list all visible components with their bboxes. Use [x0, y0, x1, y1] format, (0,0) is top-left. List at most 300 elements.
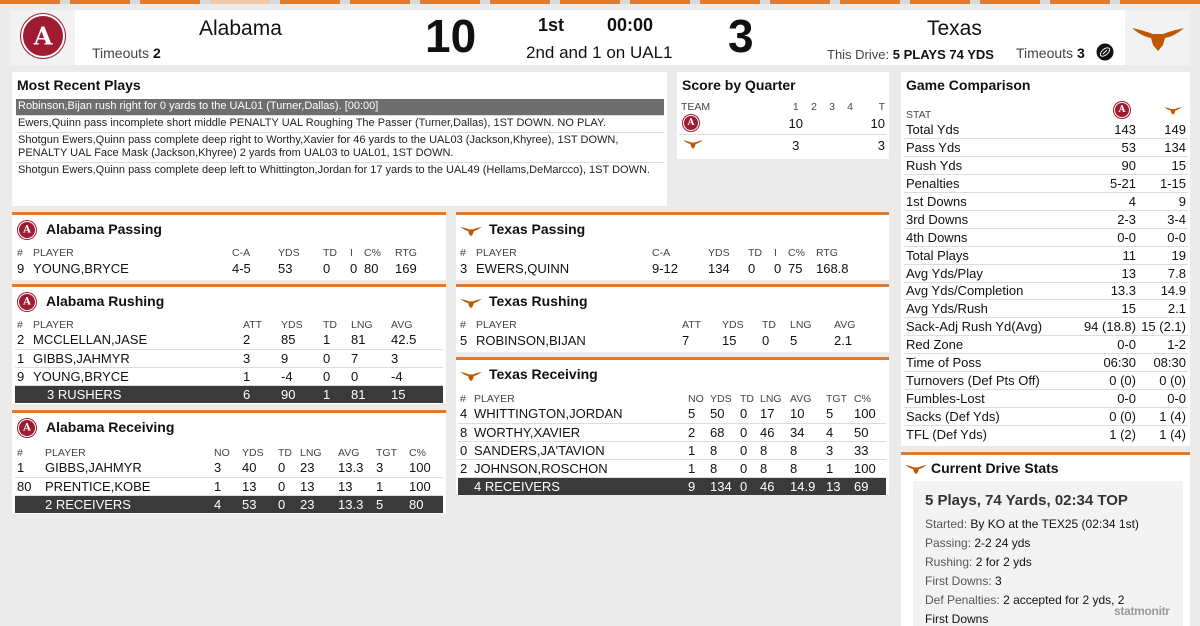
stat-cell: 53	[278, 260, 293, 276]
top-tab-segment[interactable]	[140, 0, 200, 4]
this-drive: This Drive: 5 PLAYS 74 YDS	[827, 47, 994, 62]
stat-cell: 3	[374, 459, 407, 477]
col-header: #	[460, 246, 466, 259]
col-header: TEAM	[681, 100, 711, 113]
score-by-quarter-table	[679, 100, 887, 156]
stat-label: Fumbles-Lost	[904, 389, 1082, 407]
texas-stat: 7.8	[1138, 264, 1188, 282]
game-comparison-title: Game Comparison	[906, 77, 1031, 93]
scoreboard	[10, 10, 1190, 65]
total-label: 3 RUSHERS	[31, 385, 241, 403]
stat-cell: -4	[279, 367, 321, 385]
texas-stat: 149	[1138, 121, 1188, 139]
stat-cell: 0	[762, 332, 770, 348]
stat-label: Time of Poss	[904, 354, 1082, 372]
stat-cell: 13	[240, 477, 276, 495]
stat-cell: 10	[788, 405, 824, 423]
col-header: TD	[740, 392, 754, 405]
player-number: 80	[15, 477, 43, 495]
total-score: 3	[877, 137, 885, 153]
alabama-stat: 0-0	[1082, 228, 1138, 246]
player-name[interactable]: EWERS,QUINN	[476, 260, 570, 276]
stat-cell: 40	[240, 459, 276, 477]
col-header: TD	[762, 318, 776, 331]
team-cell	[679, 134, 727, 156]
stat-cell: 13	[336, 477, 374, 495]
col-header: AVG	[790, 392, 812, 405]
football-icon	[1096, 43, 1114, 61]
alabama-passing-title: Alabama Passing	[46, 221, 162, 237]
col-header: TGT	[826, 392, 847, 405]
stat-cell: 17	[758, 405, 788, 423]
away-logo-panel	[1125, 10, 1190, 65]
game-clock: 00:00	[607, 15, 654, 35]
stat-cell: 100	[852, 405, 886, 423]
stat-cell: 0	[323, 260, 331, 276]
total-cell: 80	[407, 495, 443, 513]
stat-label: Rush Yds	[904, 157, 1082, 175]
texas-receiving-title: Texas Receiving	[489, 366, 598, 382]
stat-cell: 1	[686, 441, 708, 459]
alabama-stat: 1 (2)	[1109, 426, 1136, 442]
top-tab-segment[interactable]	[840, 0, 900, 4]
alabama-logo-icon: A	[1114, 102, 1130, 118]
col-header: TD	[278, 446, 292, 459]
alabama-stat: 0 (0)	[1082, 407, 1138, 425]
texas-receiving-panel	[456, 357, 889, 495]
stat-cell: 15	[722, 332, 737, 348]
top-tab-segment[interactable]	[70, 0, 130, 4]
q1-score: 10	[787, 113, 805, 134]
player-name[interactable]: ROBINSON,BIJAN	[476, 332, 586, 348]
total-cell: 15	[389, 385, 443, 403]
alabama-column-header	[1082, 102, 1138, 121]
col-header: TGT	[376, 446, 397, 459]
alabama-receiving-title: Alabama Receiving	[46, 419, 175, 435]
col-header	[727, 100, 787, 113]
texas-stat: 134	[1138, 139, 1188, 157]
top-tab-segment[interactable]	[700, 0, 760, 4]
stat-cell: 0	[321, 349, 349, 367]
texas-stat: 1 (4)	[1138, 407, 1188, 425]
col-header: PLAYER	[33, 318, 74, 331]
stat-cell: 8	[708, 459, 738, 477]
alabama-stat: 11	[1082, 246, 1138, 264]
statmonitr-watermark: statmonitr	[1114, 604, 1170, 618]
stat-cell: 13	[298, 477, 336, 495]
stat-cell: 50	[708, 405, 738, 423]
total-score: 10	[859, 113, 887, 134]
player-name[interactable]: JOHNSON,ROSCHON	[472, 459, 686, 477]
player-name[interactable]: WORTHY,XAVIER	[472, 423, 686, 441]
col-header: AVG	[391, 318, 413, 331]
total-cell: 4	[212, 495, 240, 513]
total-cell: 53	[240, 495, 276, 513]
texas-longhorn-logo-icon	[460, 297, 482, 309]
col-header: YDS	[278, 246, 300, 259]
stat-cell: 1	[824, 459, 852, 477]
stat-cell: 2	[241, 331, 279, 349]
top-tab-strip	[0, 0, 1200, 4]
stat-cell: 168.8	[816, 260, 849, 276]
stat-label: Penalties	[904, 175, 1082, 193]
q4-score	[841, 134, 859, 156]
alabama-stat: 0-0	[1082, 389, 1138, 407]
total-cell: 13	[824, 477, 852, 495]
player-number: 1	[15, 459, 43, 477]
alabama-logo-icon: A	[18, 419, 36, 437]
texas-rushing-table	[458, 318, 886, 349]
alabama-stat: 15	[1082, 300, 1138, 318]
score-by-quarter-panel	[677, 72, 889, 159]
player-name[interactable]: YOUNG,BRYCE	[33, 260, 129, 276]
col-header: 1	[792, 100, 799, 113]
col-header: AVG	[834, 318, 856, 331]
stat-label: 3rd Downs	[904, 210, 1082, 228]
top-tab-segment[interactable]	[420, 0, 480, 4]
total-cell: 81	[349, 385, 389, 403]
stat-cell: 169	[395, 260, 417, 276]
play-item[interactable]: Ewers,Quinn pass incomplete short middle PENALTY UAL Roughing The Passer (Turner,Dallas), 1ST DOWN. NO PLAY.	[16, 116, 664, 133]
spacer-cell	[727, 134, 787, 156]
drive-def-penalties: Def Penalties: 2 accepted for 2 yds, 2	[925, 593, 1125, 607]
texas-stat: 3-4	[1138, 210, 1188, 228]
total-row	[15, 385, 443, 403]
alabama-stat: 4	[1082, 193, 1138, 211]
total-cell: 0	[276, 495, 298, 513]
top-tab-segment[interactable]	[910, 0, 970, 4]
stat-cell: 3	[212, 459, 240, 477]
total-cell: 0	[738, 477, 758, 495]
stat-cell: -4	[389, 367, 443, 385]
stat-cell: 0	[349, 367, 389, 385]
player-number: 4	[458, 405, 472, 423]
total-cell: 23	[298, 495, 336, 513]
drive-started: Started: By KO at the TEX25 (02:34 1st)	[925, 517, 1139, 531]
game-comparison-panel	[901, 72, 1190, 446]
stat-label: Sacks (Def Yds)	[904, 407, 1082, 425]
texas-stat: 08:30	[1138, 354, 1188, 372]
away-team-name: Texas	[927, 17, 982, 40]
texas-stat: 9	[1138, 193, 1188, 211]
stat-cell: 33	[852, 441, 886, 459]
player-number: 2	[458, 459, 472, 477]
texas-stat: 1-2	[1138, 336, 1188, 354]
stat-cell: 5	[790, 332, 798, 348]
texas-stat: 0-0	[1138, 389, 1188, 407]
texas-stat: 14.9	[1138, 282, 1188, 300]
col-header: ATT	[243, 318, 263, 331]
col-header: NO	[688, 392, 704, 405]
texas-stat: 15	[1138, 157, 1188, 175]
score-by-quarter-title: Score by Quarter	[682, 77, 796, 93]
col-header: I	[350, 246, 353, 259]
quarter: 1st	[538, 15, 565, 35]
stat-label: Sack-Adj Rush Yd(Avg)	[904, 318, 1082, 336]
stat-cell: 1	[686, 459, 708, 477]
top-tab-segment[interactable]	[560, 0, 620, 4]
alabama-logo-icon: A	[18, 221, 36, 239]
drive-headline: 5 Plays, 74 Yards, 02:34 TOP	[925, 492, 1128, 509]
alabama-receiving-panel	[12, 410, 446, 514]
alabama-stat: 143	[1082, 121, 1138, 139]
col-header: PLAYER	[45, 446, 86, 459]
stat-cell: 9-12	[652, 260, 679, 276]
away-score: 3	[728, 10, 754, 62]
col-header: YDS	[722, 318, 744, 331]
away-timeouts: Timeouts 3	[1016, 45, 1085, 61]
stat-cell: 0	[738, 423, 758, 441]
home-timeouts: Timeouts 2	[92, 45, 161, 61]
player-number: 9	[17, 260, 25, 276]
drive-rushing: Rushing: 2 for 2 yds	[925, 555, 1032, 569]
player-name[interactable]: GIBBS,JAHMYR	[31, 349, 241, 367]
total-cell: 13.3	[336, 495, 374, 513]
stat-cell: 68	[708, 423, 738, 441]
player-name[interactable]: PRENTICE,KOBE	[43, 477, 212, 495]
stat-label: Total Yds	[904, 121, 1082, 139]
texas-stat: 19	[1138, 246, 1188, 264]
alabama-stat: 53	[1082, 139, 1138, 157]
col-header: 3	[829, 100, 835, 113]
total-label: 2 RECEIVERS	[43, 495, 212, 513]
col-header: C%	[409, 446, 426, 459]
alabama-rushing-panel	[12, 284, 446, 404]
col-header: RTG	[395, 246, 417, 259]
player-number: 0	[458, 441, 472, 459]
alabama-stat: 5-21	[1082, 175, 1138, 193]
player-name[interactable]: MCCLELLAN,JASE	[31, 331, 241, 349]
play-item[interactable]: Shotgun Ewers,Quinn pass complete deep left to Whittington,Jordan for 17 yards to the UAL49 (Hellams,DeMarcco), 1ST DOWN.	[18, 164, 650, 176]
total-cell	[458, 477, 472, 495]
texas-rushing-title: Texas Rushing	[489, 293, 588, 309]
total-cell: 46	[758, 477, 788, 495]
stat-cell: 46	[758, 423, 788, 441]
stat-cell: 80	[364, 260, 379, 276]
player-number: 1	[15, 349, 31, 367]
texas-stat: 0-0	[1138, 228, 1188, 246]
texas-receiving-table	[458, 392, 886, 495]
col-header: C-A	[652, 246, 671, 259]
texas-longhorn-logo-icon	[1164, 105, 1182, 116]
stat-cell: 0	[738, 405, 758, 423]
drive-first-downs: First Downs: 3	[925, 574, 1002, 588]
stat-cell: 5	[686, 405, 708, 423]
col-header: TD	[323, 318, 337, 331]
stat-cell: 100	[852, 459, 886, 477]
stat-cell: 23	[298, 459, 336, 477]
top-tab-segment[interactable]	[770, 0, 830, 4]
stat-cell: 34	[788, 423, 824, 441]
q4-score	[841, 113, 859, 134]
play-item-selected[interactable]: Robinson,Bijan rush right for 0 yards to the UAL01 (Turner,Dallas). [00:00]	[16, 99, 664, 116]
recent-plays-title: Most Recent Plays	[17, 77, 141, 93]
col-header: PLAYER	[474, 392, 515, 405]
texas-passing-title: Texas Passing	[489, 221, 586, 237]
alabama-rushing-title: Alabama Rushing	[46, 293, 165, 309]
stat-cell: 42.5	[389, 331, 443, 349]
stat-cell: 100	[407, 459, 443, 477]
current-drive-panel	[901, 452, 1190, 626]
stat-label: Avg Yds/Rush	[904, 300, 1082, 318]
col-header: T	[878, 100, 885, 113]
stat-cell: 7	[349, 349, 389, 367]
stat-cell: 0	[748, 260, 756, 276]
alabama-passing-panel	[12, 212, 446, 280]
stat-cell: 1	[212, 477, 240, 495]
col-header: 4	[847, 100, 853, 113]
player-number: 9	[15, 367, 31, 385]
player-name[interactable]: SANDERS,JA'TAVION	[472, 441, 686, 459]
home-logo-panel	[10, 10, 75, 65]
home-team-name: Alabama	[199, 17, 282, 40]
top-tab-segment[interactable]	[280, 0, 340, 4]
col-header: I	[774, 246, 777, 259]
stat-cell: 9	[279, 349, 321, 367]
col-header: LNG	[300, 446, 322, 459]
play-item[interactable]: Shotgun Ewers,Quinn pass complete deep right to Worthy,Xavier for 46 yards to the UAL03 (Jackson,Khyree), 1ST DOWN, PENALTY UAL Face Mask (Jackson,Khyree) 2 yards from UAL03 to UAL01, 1ST DOWN.	[16, 133, 664, 163]
alabama-passing-table	[15, 246, 443, 277]
stat-label: Total Plays	[904, 246, 1082, 264]
stat-cell: 7	[682, 332, 690, 348]
alabama-receiving-table	[15, 446, 443, 513]
stat-cell: 100	[407, 477, 443, 495]
col-header: #	[460, 392, 466, 405]
total-cell: 14.9	[788, 477, 824, 495]
col-header: PLAYER	[476, 318, 517, 331]
stat-cell: 1	[241, 367, 279, 385]
alabama-stat: 0 (0)	[1082, 371, 1138, 389]
recent-plays-list	[16, 99, 664, 179]
q3-score	[823, 134, 841, 156]
top-tab-segment[interactable]	[350, 0, 410, 4]
texas-column-header	[1138, 102, 1188, 121]
q2-score	[805, 113, 823, 134]
top-tab-segment[interactable]	[980, 0, 1040, 4]
col-header: #	[17, 246, 23, 259]
alabama-stat: 13.3	[1082, 282, 1138, 300]
team-cell	[679, 113, 727, 134]
texas-passing-panel	[456, 212, 889, 280]
stat-cell: 8	[788, 441, 824, 459]
texas-passing-table	[458, 246, 886, 277]
col-header: YDS	[708, 246, 730, 259]
stat-label: Turnovers (Def Pts Off)	[904, 371, 1082, 389]
stat-cell: 1	[321, 331, 349, 349]
stat-cell: 0	[738, 441, 758, 459]
top-tab-segment[interactable]	[490, 0, 550, 4]
top-tab-segment[interactable]	[0, 0, 60, 4]
alabama-stat: 13	[1082, 264, 1138, 282]
q3-score	[823, 113, 841, 134]
texas-stat: 1-15	[1138, 175, 1188, 193]
stat-label: Avg Yds/Completion	[904, 282, 1082, 300]
stat-label: Red Zone	[904, 336, 1082, 354]
stat-cell: 85	[279, 331, 321, 349]
total-cell: 134	[708, 477, 738, 495]
top-tab-segment-active[interactable]	[210, 0, 270, 4]
texas-longhorn-logo-icon	[460, 370, 482, 382]
stat-cell: 1	[374, 477, 407, 495]
top-tab-segment[interactable]	[630, 0, 690, 4]
col-header: #	[17, 446, 23, 459]
stat-cell: 0	[276, 477, 298, 495]
q1-score: 3	[792, 137, 800, 153]
stat-cell: 8	[758, 459, 788, 477]
stat-label: TFL (Def Yds)	[906, 426, 987, 442]
texas-rushing-panel	[456, 284, 889, 352]
col-header: C%	[854, 392, 871, 405]
stat-cell: 13.3	[336, 459, 374, 477]
stat-label: 4th Downs	[904, 228, 1082, 246]
stat-cell: 81	[349, 331, 389, 349]
total-cell	[15, 495, 43, 513]
col-header: YDS	[281, 318, 303, 331]
player-name[interactable]: GIBBS,JAHMYR	[43, 459, 212, 477]
texas-longhorn-logo-icon	[905, 463, 927, 475]
player-number: 8	[458, 423, 472, 441]
alabama-stat: 94 (18.8)	[1083, 319, 1136, 335]
texas-longhorn-logo-icon	[460, 225, 482, 237]
total-row	[458, 477, 886, 495]
spacer-cell	[727, 113, 787, 134]
alabama-logo-icon: A	[683, 115, 699, 131]
col-header: PLAYER	[476, 246, 517, 259]
current-drive-title: Current Drive Stats	[931, 460, 1059, 476]
alabama-stat: 2-3	[1082, 210, 1138, 228]
player-number: 3	[460, 260, 468, 276]
stat-cell: 75	[788, 260, 803, 276]
top-tab-segment[interactable]	[1050, 0, 1110, 4]
stat-cell: 4	[824, 423, 852, 441]
total-row	[15, 495, 443, 513]
stat-cell: 8	[758, 441, 788, 459]
col-header: #	[17, 318, 23, 331]
col-header: LNG	[760, 392, 782, 405]
stat-cell: 0	[350, 260, 358, 276]
stat-label: Pass Yds	[904, 139, 1082, 157]
col-header: 2	[811, 100, 817, 113]
alabama-logo-icon: A	[18, 293, 36, 311]
col-header: YDS	[710, 392, 732, 405]
texas-longhorn-logo-icon	[683, 138, 703, 150]
col-header: C%	[364, 246, 381, 259]
total-cell: 69	[852, 477, 886, 495]
col-header: YDS	[242, 446, 264, 459]
texas-longhorn-logo-icon	[1131, 24, 1185, 52]
player-number: 5	[460, 332, 468, 348]
texas-stat: 2.1	[1138, 300, 1188, 318]
stat-cell: 2.1	[834, 332, 853, 348]
top-tab-segment[interactable]	[1120, 0, 1200, 4]
col-header: #	[460, 318, 466, 331]
alabama-rushing-table	[15, 318, 443, 403]
stat-cell: 0	[774, 260, 782, 276]
stat-cell: 3	[389, 349, 443, 367]
stat-cell: 134	[708, 260, 730, 276]
player-name[interactable]: WHITTINGTON,JORDAN	[472, 405, 686, 423]
stat-cell: 8	[708, 441, 738, 459]
alabama-stat: 06:30	[1082, 354, 1138, 372]
texas-stat: 1 (4)	[1159, 426, 1186, 442]
alabama-stat: 0-0	[1082, 336, 1138, 354]
col-header: C-A	[232, 246, 251, 259]
total-cell: 6	[241, 385, 279, 403]
player-name[interactable]: YOUNG,BRYCE	[31, 367, 241, 385]
stat-cell: 0	[276, 459, 298, 477]
total-cell	[15, 385, 31, 403]
recent-plays-panel	[12, 72, 667, 206]
